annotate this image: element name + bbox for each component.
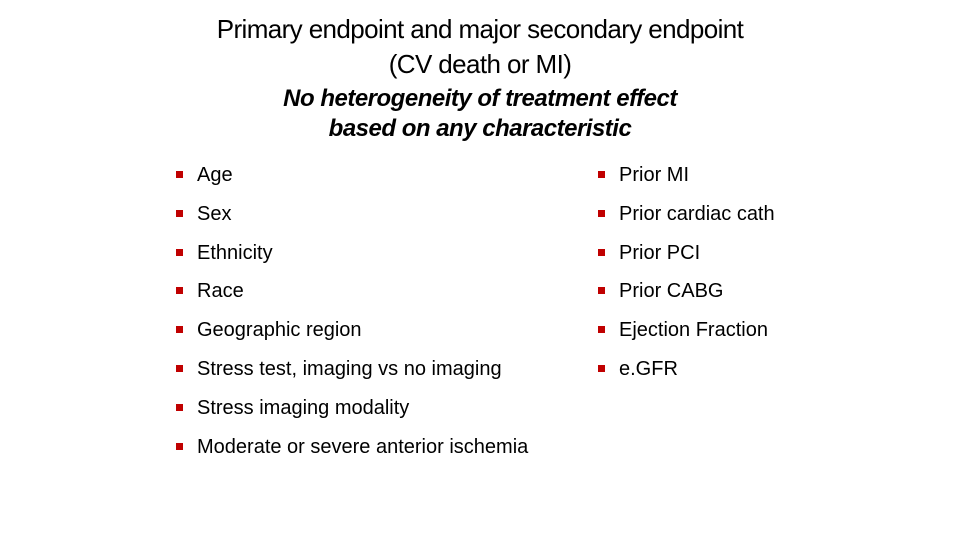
list-item	[598, 317, 898, 344]
list-item-label: Stress test, imaging vs no imaging	[197, 357, 502, 380]
list-item	[598, 201, 898, 228]
list-item-label: Moderate or severe anterior ischemia	[197, 435, 529, 458]
list-item-label: Stress imaging modality	[197, 396, 410, 419]
characteristics-list-right	[598, 162, 898, 395]
slide-subtitle	[80, 84, 880, 144]
characteristics-list-left	[176, 162, 556, 472]
list-item-label: Ethnicity	[197, 241, 273, 264]
square-bullet-icon	[176, 249, 183, 256]
title-line-2: (CV death or MI)	[388, 49, 572, 79]
list-item-label: Ejection Fraction	[619, 319, 768, 342]
subtitle-line-1: No heterogeneity of treatment effect	[283, 85, 677, 112]
title-line-1: Primary endpoint and major secondary endpoint	[216, 14, 744, 44]
list-item-label: Prior MI	[619, 164, 689, 186]
square-bullet-icon	[176, 210, 183, 217]
list-item-label: Prior CABG	[619, 280, 724, 303]
square-bullet-icon	[598, 210, 605, 217]
list-item	[176, 317, 556, 344]
list-item	[176, 162, 556, 189]
square-bullet-icon	[598, 287, 605, 294]
list-item	[598, 356, 898, 383]
list-item	[598, 240, 898, 267]
list-item	[176, 201, 556, 228]
square-bullet-icon	[176, 171, 183, 178]
square-bullet-icon	[176, 404, 183, 411]
list-item-label: Prior cardiac cath	[619, 202, 775, 225]
list-item	[176, 434, 556, 461]
list-item	[176, 278, 556, 305]
square-bullet-icon	[176, 326, 183, 333]
list-item-label: e.GFR	[619, 357, 678, 380]
square-bullet-icon	[598, 249, 605, 256]
square-bullet-icon	[176, 287, 183, 294]
square-bullet-icon	[598, 171, 605, 178]
list-item-label: Race	[197, 280, 244, 303]
list-item	[176, 240, 556, 267]
list-item-label: Age	[197, 164, 233, 186]
list-item	[598, 162, 898, 189]
list-item	[176, 356, 556, 383]
square-bullet-icon	[176, 443, 183, 450]
list-item-label: Geographic region	[197, 319, 362, 342]
list-item	[598, 278, 898, 305]
square-bullet-icon	[598, 365, 605, 372]
slide-title	[80, 12, 880, 82]
square-bullet-icon	[176, 365, 183, 372]
list-item-label: Prior PCI	[619, 241, 701, 264]
subtitle-line-2: based on any characteristic	[328, 115, 632, 142]
list-item-label: Sex	[197, 202, 232, 225]
square-bullet-icon	[598, 326, 605, 333]
list-item	[176, 395, 556, 422]
